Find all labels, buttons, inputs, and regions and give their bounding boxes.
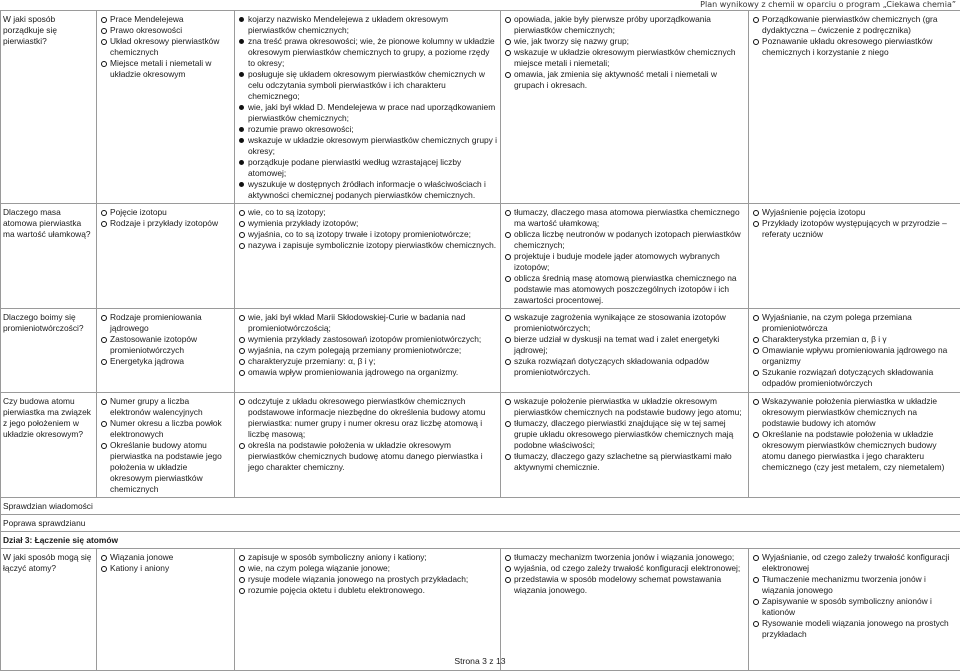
list-item: szuka rozwiązań dotyczących składowania odpadów promieniotwórczych. (503, 356, 745, 378)
basic-requirements-cell (235, 309, 501, 393)
list-item: omawia wpływ promieniowania jądrowego na organizmy. (237, 367, 497, 378)
list-item: wymienia przykłady izotopów; (237, 218, 497, 229)
table-row (1, 11, 960, 204)
extended-requirements-cell (501, 204, 749, 309)
list-item: Rodzaje i przykłady izotopów (99, 218, 231, 229)
list-item: kojarzy nazwisko Mendelejewa z układem okresowym pierwiastków chemicznych; (237, 14, 497, 36)
list-item: Pojęcie izotopu (99, 207, 231, 218)
extended-requirements-cell (501, 11, 749, 204)
unit-title: Dział 3: Łączenie się atomów (1, 532, 960, 549)
list-item: wskazuje w układzie okresowym pierwiastków chemicznych grupy i okresy; (237, 135, 497, 157)
list-item: omawia, jak zmienia się aktywność metali i niemetali w grupach i okresach. (503, 69, 745, 91)
footer-separator: z (487, 656, 496, 666)
list-item: Prace Mendelejewa (99, 14, 231, 25)
list-item: Zastosowanie izotopów promieniotwórczych (99, 334, 231, 356)
page-total: 13 (496, 656, 506, 666)
list-item: wyjaśnia, od czego zależy trwałość konfiguracji elektronowej; (503, 563, 745, 574)
list-item: projektuje i buduje modele jąder atomowych wybranych izotopów; (503, 251, 745, 273)
basic-requirements-cell (235, 393, 501, 498)
list-item: wie, na czym polega wiązanie jonowe; (237, 563, 497, 574)
list-item: zapisuje w sposób symboliczny aniony i kationy; (237, 552, 497, 563)
page-footer (0, 656, 960, 666)
list-item: oblicza średnią masę atomową pierwiastka chemicznego na podstawie mas atomowych poszczególnych izotopów i ich zawartości procentowej. (503, 273, 745, 306)
list-item: Rodzaje promieniowania jądrowego (99, 312, 231, 334)
topic-question: Czy budowa atomu pierwiastka ma związek z jego położeniem w układzie okresowym? (1, 393, 97, 498)
content-cell (97, 549, 235, 671)
list-item: nazywa i zapisuje symbolicznie izotopy pierwiastków chemicznych. (237, 240, 497, 251)
list-item: wymienia przykłady zastosowań izotopów promieniotwórczych; (237, 334, 497, 345)
table-row (1, 515, 960, 532)
list-item: wie, co to są izotopy; (237, 207, 497, 218)
test-row: Sprawdzian wiadomości (1, 498, 960, 515)
table-body (1, 11, 960, 671)
list-item: wskazuje w układzie okresowym pierwiastków chemicznych miejsce metali i niemetali; (503, 47, 745, 69)
list-item: wie, jaki był wkład Marii Skłodowskiej-Curie w badania nad promieniotwórczością; (237, 312, 497, 334)
list-item: Zapisywanie w sposób symboliczny anionów i kationów (751, 596, 957, 618)
page-number: 3 (482, 656, 487, 666)
table-row (1, 393, 960, 498)
table-row (1, 309, 960, 393)
list-item: tłumaczy, dlaczego masa atomowa pierwiastka chemicznego ma wartość ułamkową; (503, 207, 745, 229)
curriculum-table (0, 10, 960, 671)
list-item: Określanie budowy atomu pierwiastka na podstawie jego położenia w układzie okresowym pierwiastków chemicznych (99, 440, 231, 495)
content-cell (97, 309, 235, 393)
list-item: Kationy i aniony (99, 563, 231, 574)
topic-question: Dlaczego masa atomowa pierwiastka ma wartość ułamkową? (1, 204, 97, 309)
list-item: przedstawia w sposób modelowy schemat powstawania wiązania jonowego. (503, 574, 745, 596)
test-correction-row: Poprawa sprawdzianu (1, 515, 960, 532)
extended-requirements-cell (501, 393, 749, 498)
list-item: Poznawanie układu okresowego pierwiastków chemicznych i korzystanie z niego (751, 36, 957, 58)
list-item: określa na podstawie położenia w układzie okresowym pierwiastków chemicznych budowę atomu danego pierwiastka i jego charakter chemiczny. (237, 440, 497, 473)
topic-question: Dlaczego boimy się promieniotwórczości? (1, 309, 97, 393)
remarks-cell (749, 204, 960, 309)
list-item: wskazuje zagrożenia wynikające ze stosowania izotopów promieniotwórczych; (503, 312, 745, 334)
table-row (1, 532, 960, 549)
list-item: zna treść prawa okresowości; wie, że pionowe kolumny w układzie okresowym pierwiastków chemicznych to grupy, a poziome rzędy to okresy; (237, 36, 497, 69)
list-item: Tłumaczenie mechanizmu tworzenia jonów i wiązania jonowego (751, 574, 957, 596)
list-item: Omawianie wpływu promieniowania jądrowego na organizmy (751, 345, 957, 367)
list-item: Wyjaśnianie, na czym polega przemiana promieniotwórcza (751, 312, 957, 334)
list-item: porządkuje podane pierwiastki według wzrastającej liczby atomowej; (237, 157, 497, 179)
extended-requirements-cell (501, 549, 749, 671)
list-item: rozumie pojęcia oktetu i dubletu elektronowego. (237, 585, 497, 596)
table-row (1, 204, 960, 309)
list-item: Przykłady izotopów występujących w przyrodzie – referaty uczniów (751, 218, 957, 240)
remarks-cell (749, 393, 960, 498)
remarks-cell (749, 549, 960, 671)
list-item: Numer grupy a liczba elektronów walencyjnych (99, 396, 231, 418)
topic-question: W jaki sposób mogą się łączyć atomy? (1, 549, 97, 671)
list-item: Wyjaśnienie pojęcia izotopu (751, 207, 957, 218)
list-item: rozumie prawo okresowości; (237, 124, 497, 135)
list-item: oblicza liczbę neutronów w podanych izotopach pierwiastków chemicznych; (503, 229, 745, 251)
list-item: Miejsce metali i niemetali w układzie okresowym (99, 58, 231, 80)
content-cell (97, 393, 235, 498)
list-item: Porządkowanie pierwiastków chemicznych (gra dydaktyczna – ćwiczenie z podręcznika) (751, 14, 957, 36)
table-row (1, 498, 960, 515)
list-item: charakteryzuje przemiany: α, β i γ; (237, 356, 497, 367)
list-item: wyjaśnia, co to są izotopy trwałe i izotopy promieniotwórcze; (237, 229, 497, 240)
list-item: Układ okresowy pierwiastków chemicznych (99, 36, 231, 58)
remarks-cell (749, 309, 960, 393)
list-item: Charakterystyka przemian α, β i γ (751, 334, 957, 345)
list-item: posługuje się układem okresowym pierwiastków chemicznych w celu odczytania symboli pierwiastków i ich charakteru chemicznego; (237, 69, 497, 102)
basic-requirements-cell (235, 204, 501, 309)
list-item: odczytuje z układu okresowego pierwiastków chemicznych podstawowe informacje niezbędne do określenia budowy atomu pierwiastka: numer grupy i numer okresu oraz liczbę atomową i liczbę masową; (237, 396, 497, 440)
remarks-cell (749, 11, 960, 204)
content-cell (97, 11, 235, 204)
list-item: wyjaśnia, na czym polegają przemiany promieniotwórcze; (237, 345, 497, 356)
list-item: tłumaczy mechanizm tworzenia jonów i wiązania jonowego; (503, 552, 745, 563)
list-item: Prawo okresowości (99, 25, 231, 36)
list-item: tłumaczy, dlaczego gazy szlachetne są pierwiastkami mało aktywnymi chemicznie. (503, 451, 745, 473)
extended-requirements-cell (501, 309, 749, 393)
list-item: Rysowanie modeli wiązania jonowego na prostych przykładach (751, 618, 957, 640)
list-item: wskazuje położenie pierwiastka w układzie okresowym pierwiastków chemicznych na podstawie budowy jego atomu; (503, 396, 745, 418)
list-item: tłumaczy, dlaczego pierwiastki znajdujące się w tej samej grupie układu okresowego pierwiastków chemicznych mają podobne właściwości; (503, 418, 745, 451)
list-item: Określanie na podstawie położenia w układzie okresowym pierwiastków chemicznych budowy atomu danego pierwiastka i jego charakteru chemicznego (czy jest metalem, czy niemetalem) (751, 429, 957, 473)
header-note: Plan wynikowy z chemii w oparciu o program „Ciekawa chemia” (700, 0, 956, 9)
list-item: bierze udział w dyskusji na temat wad i zalet energetyki jądrowej; (503, 334, 745, 356)
list-item: Numer okresu a liczba powłok elektronowych (99, 418, 231, 440)
list-item: opowiada, jakie były pierwsze próby uporządkowania pierwiastków chemicznych; (503, 14, 745, 36)
list-item: Wyjaśnianie, od czego zależy trwałość konfiguracji elektronowej (751, 552, 957, 574)
table-row (1, 549, 960, 671)
basic-requirements-cell (235, 549, 501, 671)
list-item: rysuje modele wiązania jonowego na prostych przykładach; (237, 574, 497, 585)
list-item: wyszukuje w dostępnych źródłach informacje o właściwościach i aktywności chemicznej podanych pierwiastków chemicznych. (237, 179, 497, 201)
basic-requirements-cell (235, 11, 501, 204)
topic-question: W jaki sposób porządkuje się pierwiastki? (1, 11, 97, 204)
list-item: Wskazywanie położenia pierwiastka w układzie okresowym pierwiastków chemicznych na podstawie budowy ich atomów (751, 396, 957, 429)
list-item: Energetyka jądrowa (99, 356, 231, 367)
list-item: Wiązania jonowe (99, 552, 231, 563)
list-item: Szukanie rozwiązań dotyczących składowania odpadów promieniotwórczych (751, 367, 957, 389)
footer-prefix: Strona (454, 656, 482, 666)
content-cell (97, 204, 235, 309)
list-item: wie, jaki był wkład D. Mendelejewa w prace nad uporządkowaniem pierwiastków chemicznych; (237, 102, 497, 124)
list-item: wie, jak tworzy się nazwy grup; (503, 36, 745, 47)
